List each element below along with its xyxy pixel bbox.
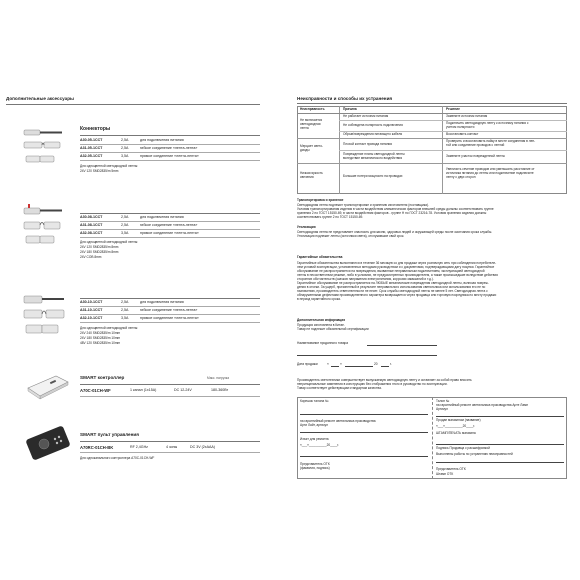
group-rule [297, 163, 567, 164]
row-rule [80, 221, 260, 222]
cause-2-2b: вследствие механического воздействия [343, 156, 403, 160]
utilization-title: Утилизация [297, 225, 316, 229]
warranty-l8: назначению, производитель ответственности не несет. Срок службы светодиодной ленты не менее 5 лет. Светодиодная лента с [297, 289, 488, 293]
header-rule [297, 113, 567, 114]
conformity-l1: Производитель светотехники совершенствует выпускаемую светодиодную ленту и оставляет за собой право вносить [297, 378, 472, 382]
coupon-divider [432, 397, 433, 479]
fix-3-1a: Увеличить сечение проводов или уменьшить расстояние от [446, 167, 535, 171]
sale-date-year-end: г. [390, 362, 392, 366]
desc-a31-05: гибкое соединение «лента-лента» [140, 146, 198, 150]
coupon-right-10: Штамп ОТК [436, 472, 454, 476]
desc-a30-10: для подключения питания [140, 300, 184, 304]
fix-2-1a: Проверить и восстановить пайку в месте соединения в лен- [446, 139, 536, 143]
transport-l3: хранения 2 по ГОСТ 15150-69, в части воздействия факторов - группе Н по ГОСТ 23216-78. Условия хранения изделия должны [297, 211, 487, 215]
fix-2-1b: той или соединение проводов с лентой [446, 143, 505, 147]
coupon-left-3: Арти Лайт, артикул [300, 423, 329, 427]
connectors-rule [80, 135, 260, 136]
warranty-l6: Гарантийное обслуживание не распространяется на ЛЮБЫЕ механические повреждения светодиодной ленты, включая повреж- [297, 281, 489, 285]
connectors-note-1: Для одноцветной светодиодной ленты: [80, 164, 139, 168]
controller-channel: 1 канал (1х15А) [130, 388, 157, 392]
transport-title: Транспортировка и хранение [297, 198, 344, 202]
connector-image-1 [20, 124, 82, 170]
utilization-l2: Утилизация подлежит ленты (источники света), отслужившие свой срок. [297, 234, 405, 238]
desc-a31-08: гибкое соединение «лента-лента» [140, 223, 198, 227]
header-fault: Неисправность [300, 107, 325, 111]
fault-table [297, 106, 567, 194]
code-a30-08: A30-08-1CCT [80, 215, 103, 219]
warranty-l4: ленты в несоответствии режиме, либо в условиях, не предусмотренных производителем, а также произошедшие вследствие действия [297, 273, 498, 277]
g2-note-3: 24V 180 SMD2835/m 8mm [80, 250, 119, 254]
g2-note-4: 24V COB 8mm [80, 255, 102, 259]
row-rule [80, 160, 260, 161]
fault-1-l3: лента [300, 126, 309, 130]
coupon-right-5: «___»__________20____г. [436, 424, 475, 428]
coupon-left-2: на гарантийный ремонт светильника производства [300, 419, 376, 423]
fault-1-l1: Не включается [300, 118, 323, 122]
g3-note-1: Для одноцветной светодиодной ленты: [80, 326, 139, 330]
warranty-l10: в период гарантийного срока. [297, 297, 341, 301]
right-heading-rule [297, 103, 567, 104]
coupon-left-5: «___»__________20____г. [300, 443, 339, 447]
sale-date-lt: « [327, 362, 329, 366]
sale-date-month-line [345, 366, 373, 367]
row-rule [80, 322, 260, 323]
transport-l2: Условия транспортирования изделия в части воздействия климатических факторов внешней среды должны соответствовать группе [297, 207, 494, 211]
header-fix: Решение [446, 107, 460, 111]
coupon-left-6: Представитель ОТК [300, 462, 330, 466]
coupon-right-6: ШТАМП/ПЕЧАТЬ магазина [436, 431, 476, 435]
coupon-left-1: Корешок талона № [300, 399, 329, 403]
info-title: Дополнительная информация [297, 318, 346, 322]
code-a30-10: A30-10-1CCT [80, 300, 103, 304]
fault-1-l2: светодиодная [300, 122, 321, 126]
remote-rule [80, 441, 260, 442]
amp-a30-10: 2,5A [121, 300, 129, 304]
cause-3-1: Большие потери мощности на проводах [343, 174, 403, 178]
code-a32-05: A32-05-1CCT [80, 154, 103, 158]
left-heading: Дополнительные аксессуары [6, 96, 74, 101]
warranty-l7: дения в отсеки. За ущерб, причиненный в результате неправильного использования светильника или использования его не по [297, 285, 486, 289]
coupon-right-line-2 [436, 444, 564, 445]
row-rule [80, 237, 260, 238]
utilization-l1: Светодиодная лента не представляет опасность для жизни, здоровья людей и окружающей среды после окончания срока службы. [297, 230, 493, 234]
controller-image [26, 370, 70, 400]
sale-date-year-line [381, 366, 389, 367]
info-l2: Товар не подлежит обязательной сертификации [297, 327, 369, 331]
fault-2-l1: Мерцает свето- [300, 144, 324, 148]
connectors-title: Коннекторы [80, 126, 111, 132]
sale-name-line [367, 345, 437, 346]
warranty-l3: обслуживание не распространяется на повреждения, вызванные неправильным подключением, эксплуатацией светодиодной [297, 269, 485, 273]
g2-note-2: 24V 120 SMD2835/m 8mm [80, 245, 119, 249]
conformity-l3: Товар соответствует действующим стандартам качества. [297, 386, 382, 390]
coupon-right-7: Подпись Продавца с расшифровкой [436, 446, 490, 450]
coupon-right-2: на гарантийный ремонт светильника производства Арте Ламп [436, 403, 529, 407]
desc-a30-05: для подключения питания [140, 138, 184, 142]
connector-image-3 [20, 290, 82, 340]
remote-code: A70RC-01CH-BK [80, 445, 114, 450]
desc-a32-05: прямое соединение «лента-лента» [140, 154, 199, 158]
remote-title: SMART пульт управления [80, 432, 139, 437]
coupon-left-line-3 [300, 456, 428, 457]
g3-note-3: 24V 180 SMD2835/m 10mm [80, 336, 121, 340]
controller-load-label: Макс. нагрузка [207, 376, 229, 380]
controller-title: SMART контроллер [80, 375, 125, 380]
coupon-right-1: Талон № [436, 399, 450, 403]
row-rule [80, 314, 260, 315]
row-rule [80, 229, 260, 230]
remote-zones: 4 зоны [166, 445, 178, 449]
controller-load: 180-360Вт [211, 388, 229, 392]
controller-voltage: DC 12-24V [174, 388, 192, 392]
coupon-right-4: Продан магазином (название) [436, 418, 481, 422]
remote-image [22, 424, 72, 464]
desc-a30-08: для подключения питания [140, 215, 184, 219]
code-a32-10: A32-10-1CCT [80, 316, 103, 320]
amp-a31-10: 2,5A [121, 308, 129, 312]
fix-3-1b: источника питания до ленты или подключение подключите [446, 171, 534, 175]
coupon-left-line-1 [300, 414, 428, 415]
coupon-right-3: Артикул [436, 407, 448, 411]
cause-1-2: Не соблюдена полярность подключения [343, 123, 403, 127]
group3-top-rule [80, 298, 260, 299]
connectors-note-2: 24V 120 SMD2835/m 5mm [80, 169, 119, 173]
connector-image-2 [20, 200, 82, 250]
amp-a31-05: 2,5A [121, 146, 129, 150]
fault-3-l2: свечения [300, 175, 314, 179]
transport-l1: Светодиодная лента подлежит транспортировке и хранению изготовителя (поставщика). [297, 203, 429, 207]
transport-l4: соответствовать группе 2 по ГОСТ 15150-69. [297, 215, 364, 219]
cause-2-2a: Повреждение платы светодиодной ленты [343, 152, 405, 156]
fix-3-1c: ленту с двух сторон [446, 175, 476, 179]
sale-name-line-2 [297, 355, 437, 356]
amp-a32-08: 3,5A [121, 231, 129, 235]
fix-1-1: Замените источник питания [446, 114, 488, 118]
remote-note: Для одноканального контроллера A70C-01CH-WF [80, 456, 155, 460]
left-heading-rule [6, 104, 260, 105]
sale-date-gt: » [340, 362, 342, 366]
row-rule [80, 306, 260, 307]
controller-code: A70C-01CH-WF [80, 388, 111, 393]
coupon-left-4: Изъят для ремонта [300, 437, 329, 441]
right-heading: Неисправности и способы их устранения [297, 96, 393, 101]
conformity-l2: непринципиальные изменения в конструкцию без отображения этого в руководство по эксплуатации. [297, 382, 448, 386]
warranty-l2: лем условий эксплуатации, установленных методами руководством и с документами, подтверждающими дату покупки. Гарантийное [297, 265, 495, 269]
row-rule [80, 152, 260, 153]
code-a31-10: A31-10-1CCT [80, 308, 103, 312]
code-a31-08: A31-08-1CCT [80, 223, 103, 227]
remote-power: DC 3V (2xAAA) [190, 445, 215, 449]
g3-note-2: 24V 240 SMD2835/m 10mm [80, 331, 121, 335]
cause-1-3: Обрыв/повреждения питающего кабеля [343, 132, 403, 136]
row-rule [80, 452, 260, 453]
sale-date-year: 20 [374, 362, 378, 366]
fault-2-l2: диоды [300, 148, 310, 152]
sale-date-day-line [331, 366, 339, 367]
coupon-left-7: (фамилия, подпись) [300, 466, 330, 470]
coupon-right-9: Представитель ОТК [436, 467, 466, 471]
cause-1-1: Не работает источник питания [343, 114, 389, 118]
desc-a32-08: прямое соединение «лента-лента» [140, 231, 199, 235]
sale-date-label: Дата продажи [297, 362, 318, 366]
code-a32-08: A32-08-1CCT [80, 231, 103, 235]
desc-a31-10: гибкое соединение «лента-лента» [140, 308, 198, 312]
fix-1-3: Восстановить контакт [446, 132, 479, 136]
warranty-l9: обнаруженными дефектами производственного характера возвращается через продавца или торговую посредника по месту продажи [297, 293, 497, 297]
fault-3-l1: Низкая яркость [300, 171, 323, 175]
warranty-l1: Гарантийные обязательства выполняются в течение 36 месяцев со дня продажи через розничную сеть при соблюдении потребителе- [297, 261, 497, 265]
code-a31-05: A31-05-1CCT [80, 146, 103, 150]
cause-2-1: Плохой контакт провода питания [343, 142, 392, 146]
coupon-right-8: Выполнены работы по устранению неисправностей [436, 452, 513, 456]
g2-note-1: Для одноцветной светодиодной ленты: [80, 240, 139, 244]
controller-rule [80, 384, 260, 385]
amp-a30-08: 2,5A [121, 215, 129, 219]
coupon-right-line-1 [436, 416, 564, 417]
fix-1-2b: учетом полярности [446, 125, 475, 129]
remote-rf: RF 2,4GHz [130, 445, 148, 449]
g3-note-4: 48V 120 SMD2835/m 10mm [80, 341, 121, 345]
amp-a32-05: 3,5A [121, 154, 129, 158]
amp-a32-10: 3,5A [121, 316, 129, 320]
row-rule [80, 396, 260, 397]
sale-name-label: Наименование проданного товара [297, 341, 349, 345]
amp-a31-08: 2,5A [121, 223, 129, 227]
warranty-title: Гарантийные обязательства [297, 255, 343, 259]
group2-top-rule [80, 213, 260, 214]
code-a30-05: A30-05-1CCT [80, 138, 103, 142]
desc-a32-10: прямое соединение «лента-лента» [140, 316, 199, 320]
fix-2-2: Замените участок поврежденной ленты [446, 154, 505, 158]
row-rule [339, 150, 567, 151]
header-cause: Причина [343, 107, 357, 111]
warranty-l5: сторонних обстоятельств (скачков напряжения электропитания, коррозии замыканий и т.д.). [297, 277, 434, 281]
row-rule [80, 144, 260, 145]
amp-a30-05: 2,5A [121, 138, 129, 142]
coupon-right-line-3 [436, 462, 564, 463]
coupon-left-line-2 [300, 432, 428, 433]
fix-1-2a: Подключить светодиодную ленту к источнику питания с [446, 121, 529, 125]
info-l1: Продукция изготовлена в Китае. [297, 323, 345, 327]
